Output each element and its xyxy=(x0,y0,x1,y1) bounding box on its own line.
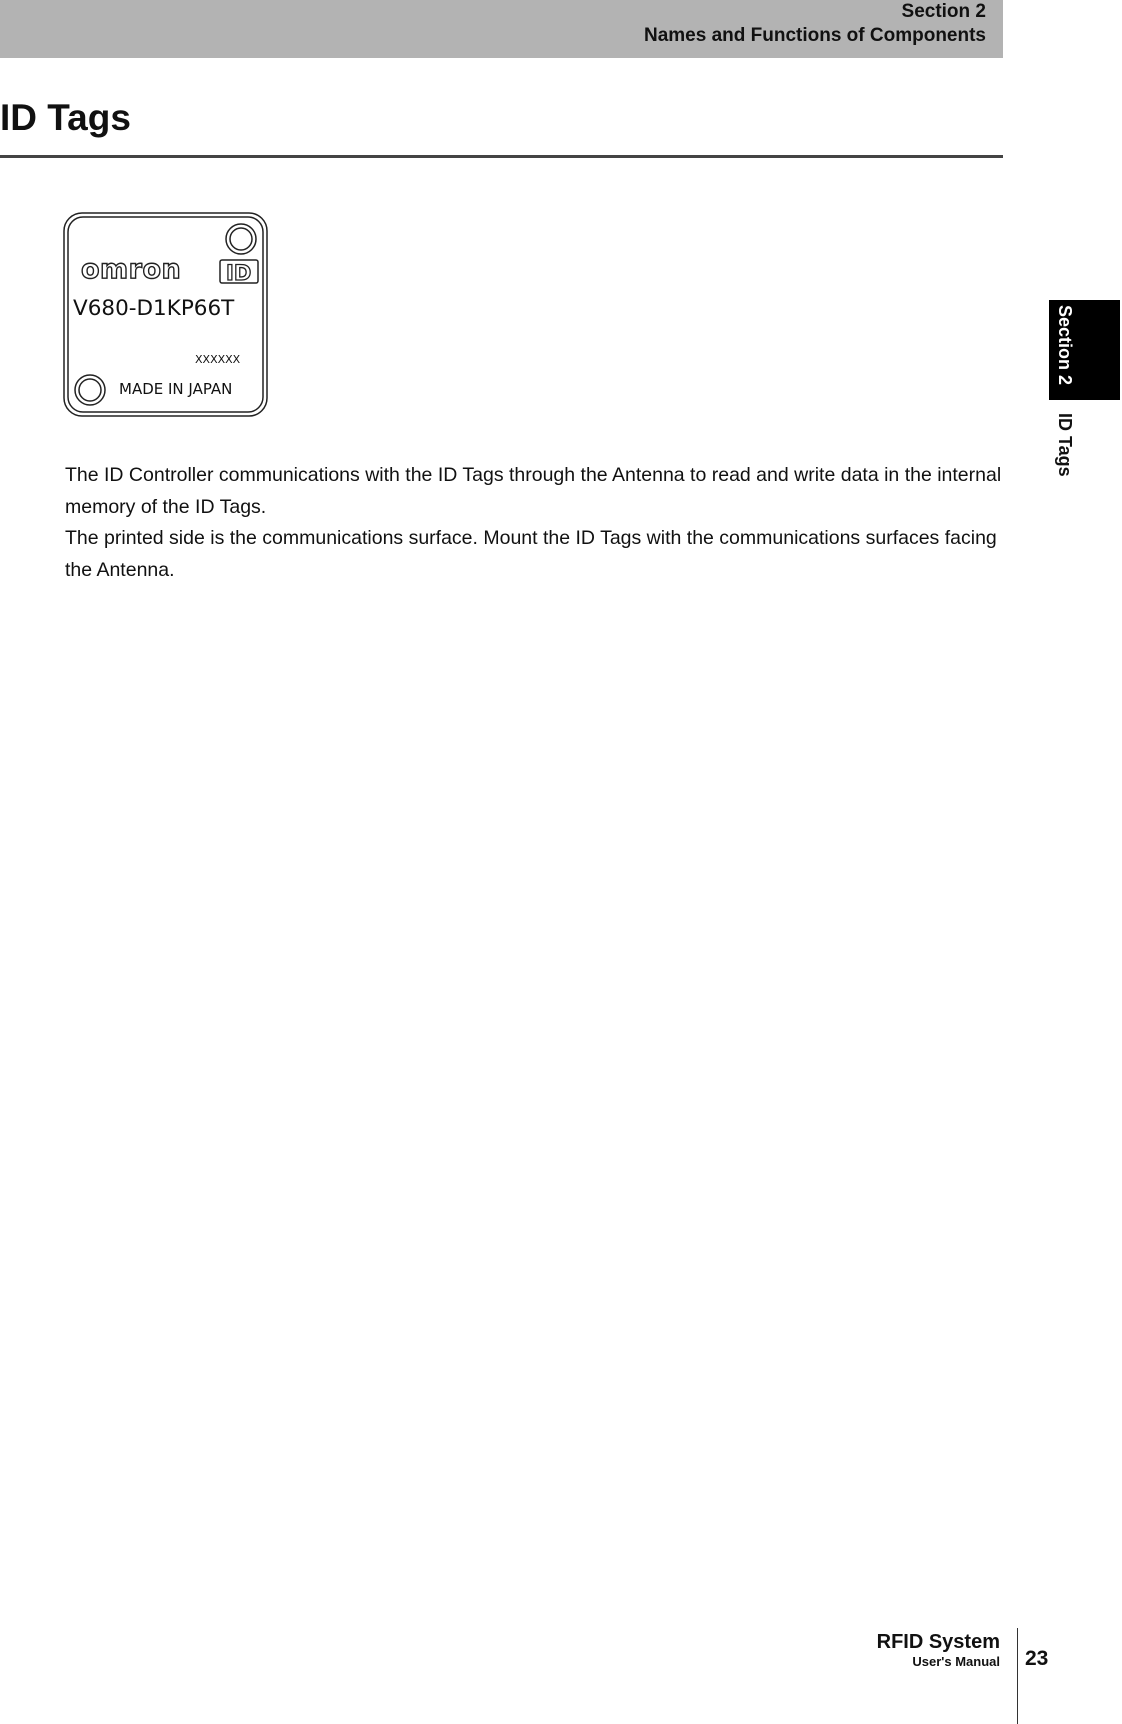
body-paragraph: The ID Controller communications with the ID Tags through the Antenna to read and write data in the internal memory of the ID Tags. xyxy=(65,464,1002,518)
side-tab-section-label: Section 2 xyxy=(1055,305,1075,386)
footer-divider xyxy=(1017,1628,1018,1724)
side-tab-topic-label: ID Tags xyxy=(1055,413,1075,477)
title-divider xyxy=(0,155,1003,158)
tag-model-number: V680-D1KP66T xyxy=(73,296,235,321)
section-header-band xyxy=(0,0,1003,58)
page-title: ID Tags xyxy=(0,97,131,138)
section-header xyxy=(644,0,986,48)
footer xyxy=(877,1630,1000,1670)
header-section-label: Section 2 xyxy=(901,1,986,22)
header-chapter-label: Names and Functions of Components xyxy=(643,25,986,46)
body-text xyxy=(65,460,1005,586)
footer-manual-title: RFID System xyxy=(876,1631,1000,1653)
footer-manual-subtitle: User's Manual xyxy=(912,1654,1000,1669)
tag-serial-number: XXXXXX xyxy=(195,353,241,366)
body-paragraph: The printed side is the communications surface. Mount the ID Tags with the communications surfaces facing the Antenna. xyxy=(65,527,997,581)
tag-id-badge: ID xyxy=(226,261,252,285)
id-tag-illustration xyxy=(63,212,268,417)
tag-brand-logo: omron xyxy=(81,254,182,285)
page-number: 23 xyxy=(1025,1647,1049,1670)
tag-origin-label: MADE IN JAPAN xyxy=(119,380,233,398)
